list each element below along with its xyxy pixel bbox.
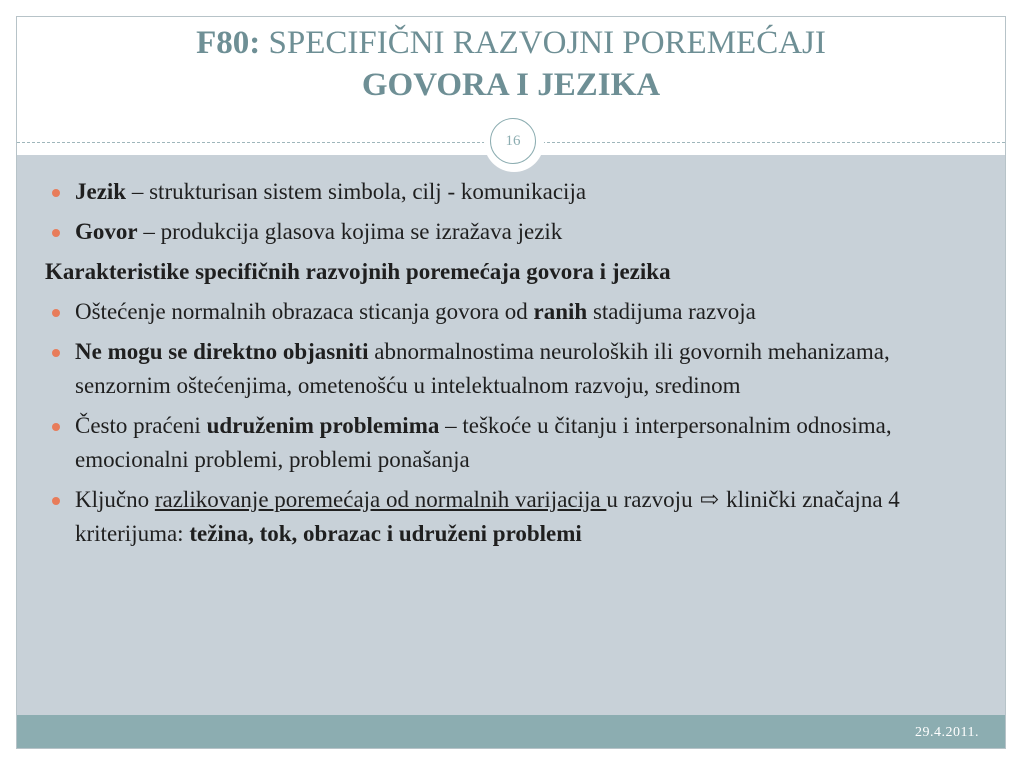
text-pre: Ključno	[75, 487, 155, 512]
definition-govor: – produkcija glasova kojima se izražava jezik	[137, 219, 563, 244]
text-mid: u razvoju	[606, 487, 699, 512]
text-bold: težina, tok, obrazac i udruženi problemi	[189, 521, 582, 546]
bullet-icon	[52, 189, 60, 197]
text-rest: abnormalnostima neuroloških ili govornih mehanizama, senzornim oštećenjima, ometenošću u intelektualnom razvoju, sredinom	[75, 339, 890, 398]
text-post: – teškoće u čitanju i interpersonalnim odnosima, emocionalni problemi, problemi ponašanja	[75, 413, 892, 472]
text-post: stadijuma razvoja	[587, 299, 756, 324]
title-line1: SPECIFIČNI RAZVOJNI POREMEĆAJI	[268, 25, 826, 61]
footer-bar	[17, 715, 1005, 748]
bullet-item-govor	[45, 215, 975, 249]
text-bold: Ne mogu se direktno objasniti	[75, 339, 369, 364]
footer-date: 29.4.2011.	[915, 725, 979, 740]
text-bold: udruženim problemima	[206, 413, 440, 438]
definition-jezik: – strukturisan sistem simbola, cilj - komunikacija	[126, 179, 587, 204]
bullet-icon	[52, 229, 60, 237]
text-pre: Često praćeni	[75, 413, 207, 438]
bullet-icon	[52, 349, 60, 357]
title-code: F80:	[196, 25, 261, 61]
slide-title	[17, 22, 1005, 106]
bullet-icon	[52, 309, 60, 317]
text-bold: ranih	[533, 299, 588, 324]
bullet-item-cesto	[45, 409, 975, 477]
bullet-item-ostecenje	[45, 295, 975, 329]
section-heading: Karakteristike specifičnih razvojnih poremećaja govora i jezika	[45, 259, 671, 284]
title-line2: GOVORA I JEZIKA	[361, 67, 661, 103]
text-post: klinički značajna 4 kriterijuma:	[75, 487, 900, 546]
slide-number: 16	[490, 118, 536, 164]
arrow-right-icon: ⇨	[699, 487, 719, 512]
slide-body	[45, 175, 975, 557]
bullet-icon	[52, 423, 60, 431]
bullet-icon	[52, 497, 60, 505]
bullet-item-ne-mogu	[45, 335, 975, 403]
term-govor: Govor	[75, 219, 138, 244]
bullet-item-jezik	[45, 175, 975, 209]
bullet-item-kljucno	[45, 483, 975, 551]
text-pre: Oštećenje normalnih obrazaca sticanja govora od	[75, 299, 534, 324]
term-jezik: Jezik	[75, 179, 127, 204]
text-underline: razlikovanje poremećaja od normalnih varijacija	[154, 487, 607, 512]
